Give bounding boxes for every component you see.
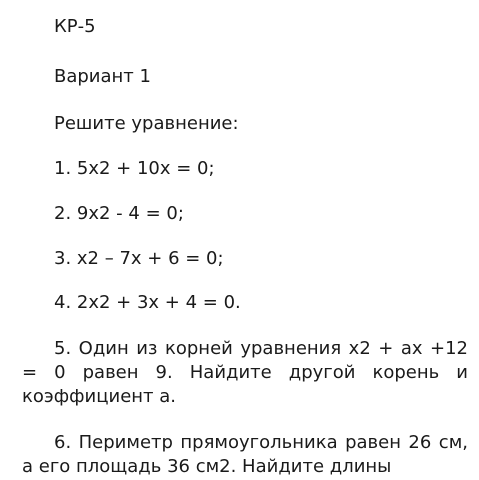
task-item-3: 3. х2 – 7х + 6 = 0; [54, 248, 224, 269]
variant-title: Вариант 1 [54, 66, 151, 87]
task-item-5: 5. Один из корней уравнения х2 + ах +12 = 0 равен 9. Найдите другой корень и коэффициент а. [22, 338, 468, 407]
instruction-text: Решите уравнение: [54, 113, 239, 134]
task-item-4: 4. 2х2 + 3х + 4 = 0. [54, 292, 241, 313]
task-item-1: 1. 5х2 + 10х = 0; [54, 158, 215, 179]
doc-code: КР-5 [54, 16, 96, 37]
task-item-2: 2. 9х2 - 4 = 0; [54, 203, 184, 224]
task-item-6: 6. Периметр прямоугольника равен 26 см, а его площадь 36 см2. Найдите длины [22, 432, 468, 477]
